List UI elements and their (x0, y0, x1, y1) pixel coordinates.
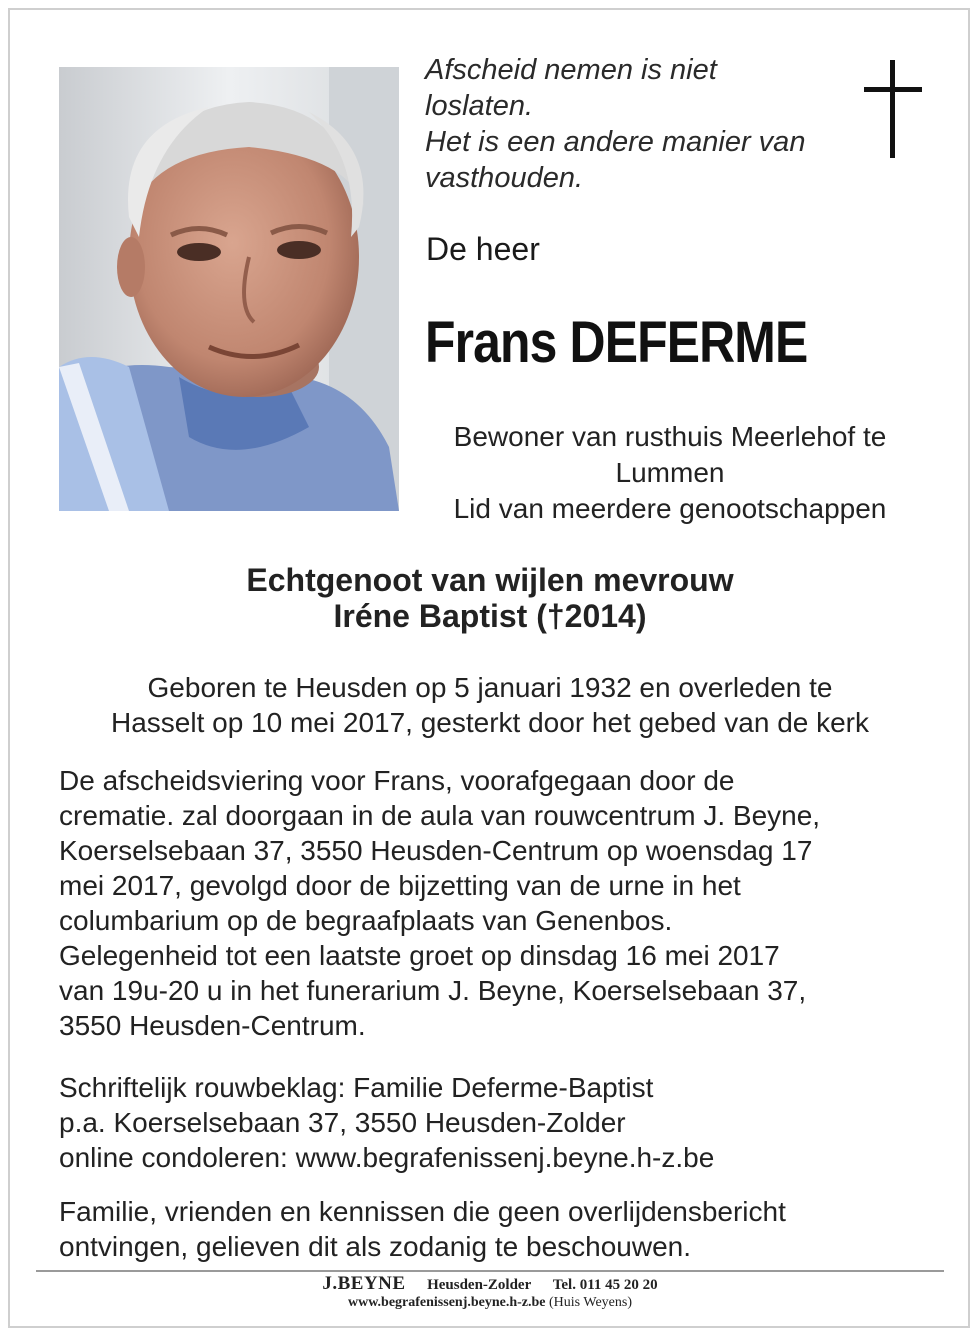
contact-line: online condoleren: www.begrafenissenj.beyne.h-z.be (59, 1142, 715, 1173)
ceremony-line: 3550 Heusden-Centrum. (59, 1010, 366, 1041)
salutation: De heer (426, 231, 540, 267)
quote-text (425, 52, 845, 196)
footer-location: Heusden-Zolder (427, 1277, 532, 1293)
quote-line: vasthouden. (425, 162, 584, 194)
role-line: Lid van meerdere genootschappen (453, 493, 887, 524)
contact-paragraph (59, 1070, 714, 1175)
role-line: Lummen (615, 457, 725, 488)
notice-line: Familie, vrienden en kennissen die geen overlijdensbericht (59, 1196, 786, 1227)
quote-line: loslaten. (425, 90, 534, 122)
footer-divider (36, 1270, 944, 1272)
footer-note: (Huis Weyens) (549, 1295, 633, 1310)
notice-line: ontvingen, gelieven dit als zodanig te beschouwen. (59, 1231, 691, 1262)
birth-line: Geboren te Heusden op 5 januari 1932 en overleden te (147, 672, 833, 703)
footer-website: www.begrafenissenj.beyne.h-z.be (347, 1295, 546, 1310)
latin-cross-icon (864, 60, 922, 160)
ceremony-line: Gelegenheid tot een laatste groet op dinsdag 16 mei 2017 (59, 940, 780, 971)
role-line: Bewoner van rusthuis Meerlehof te (453, 421, 887, 452)
ceremony-line: columbarium op de begraafplaats van Genenbos. (59, 905, 673, 936)
birth-death-block (0, 670, 980, 740)
contact-line: p.a. Koerselsebaan 37, 3550 Heusden-Zolder (59, 1107, 626, 1138)
birth-line: Hasselt op 10 mei 2017, gesterkt door het gebed van de kerk (110, 707, 870, 738)
ceremony-line: Koerselsebaan 37, 3550 Heusden-Centrum op woensdag 17 (59, 835, 813, 866)
roles-block (420, 419, 920, 527)
ceremony-line: De afscheidsviering voor Frans, voorafgegaan door de (59, 765, 735, 796)
ceremony-line: crematie. zal doorgaan in de aula van rouwcentrum J. Beyne, (59, 800, 821, 831)
quote-line: Het is een andere manier van (425, 126, 806, 158)
portrait-photo (59, 67, 399, 511)
notice-paragraph (59, 1194, 786, 1264)
quote-line: Afscheid nemen is niet (425, 54, 717, 86)
footer-brand: J.BEYNE (322, 1273, 406, 1294)
contact-line: Schriftelijk rouwbeklag: Familie Deferme-Baptist (59, 1072, 654, 1103)
spouse-line: Iréne Baptist (†2014) (333, 598, 647, 634)
footer-phone: Tel. 011 45 20 20 (552, 1277, 658, 1293)
ceremony-line: mei 2017, gevolgd door de bijzetting van de urne in het (59, 870, 741, 901)
ceremony-line: van 19u-20 u in het funerarium J. Beyne, Koerselsebaan 37, (59, 975, 807, 1006)
footer (0, 1274, 980, 1311)
deceased-name: Frans DEFERME (425, 310, 808, 375)
ceremony-paragraph (59, 763, 820, 1043)
spouse-line: Echtgenoot van wijlen mevrouw (246, 562, 734, 598)
spouse-block (0, 562, 980, 634)
